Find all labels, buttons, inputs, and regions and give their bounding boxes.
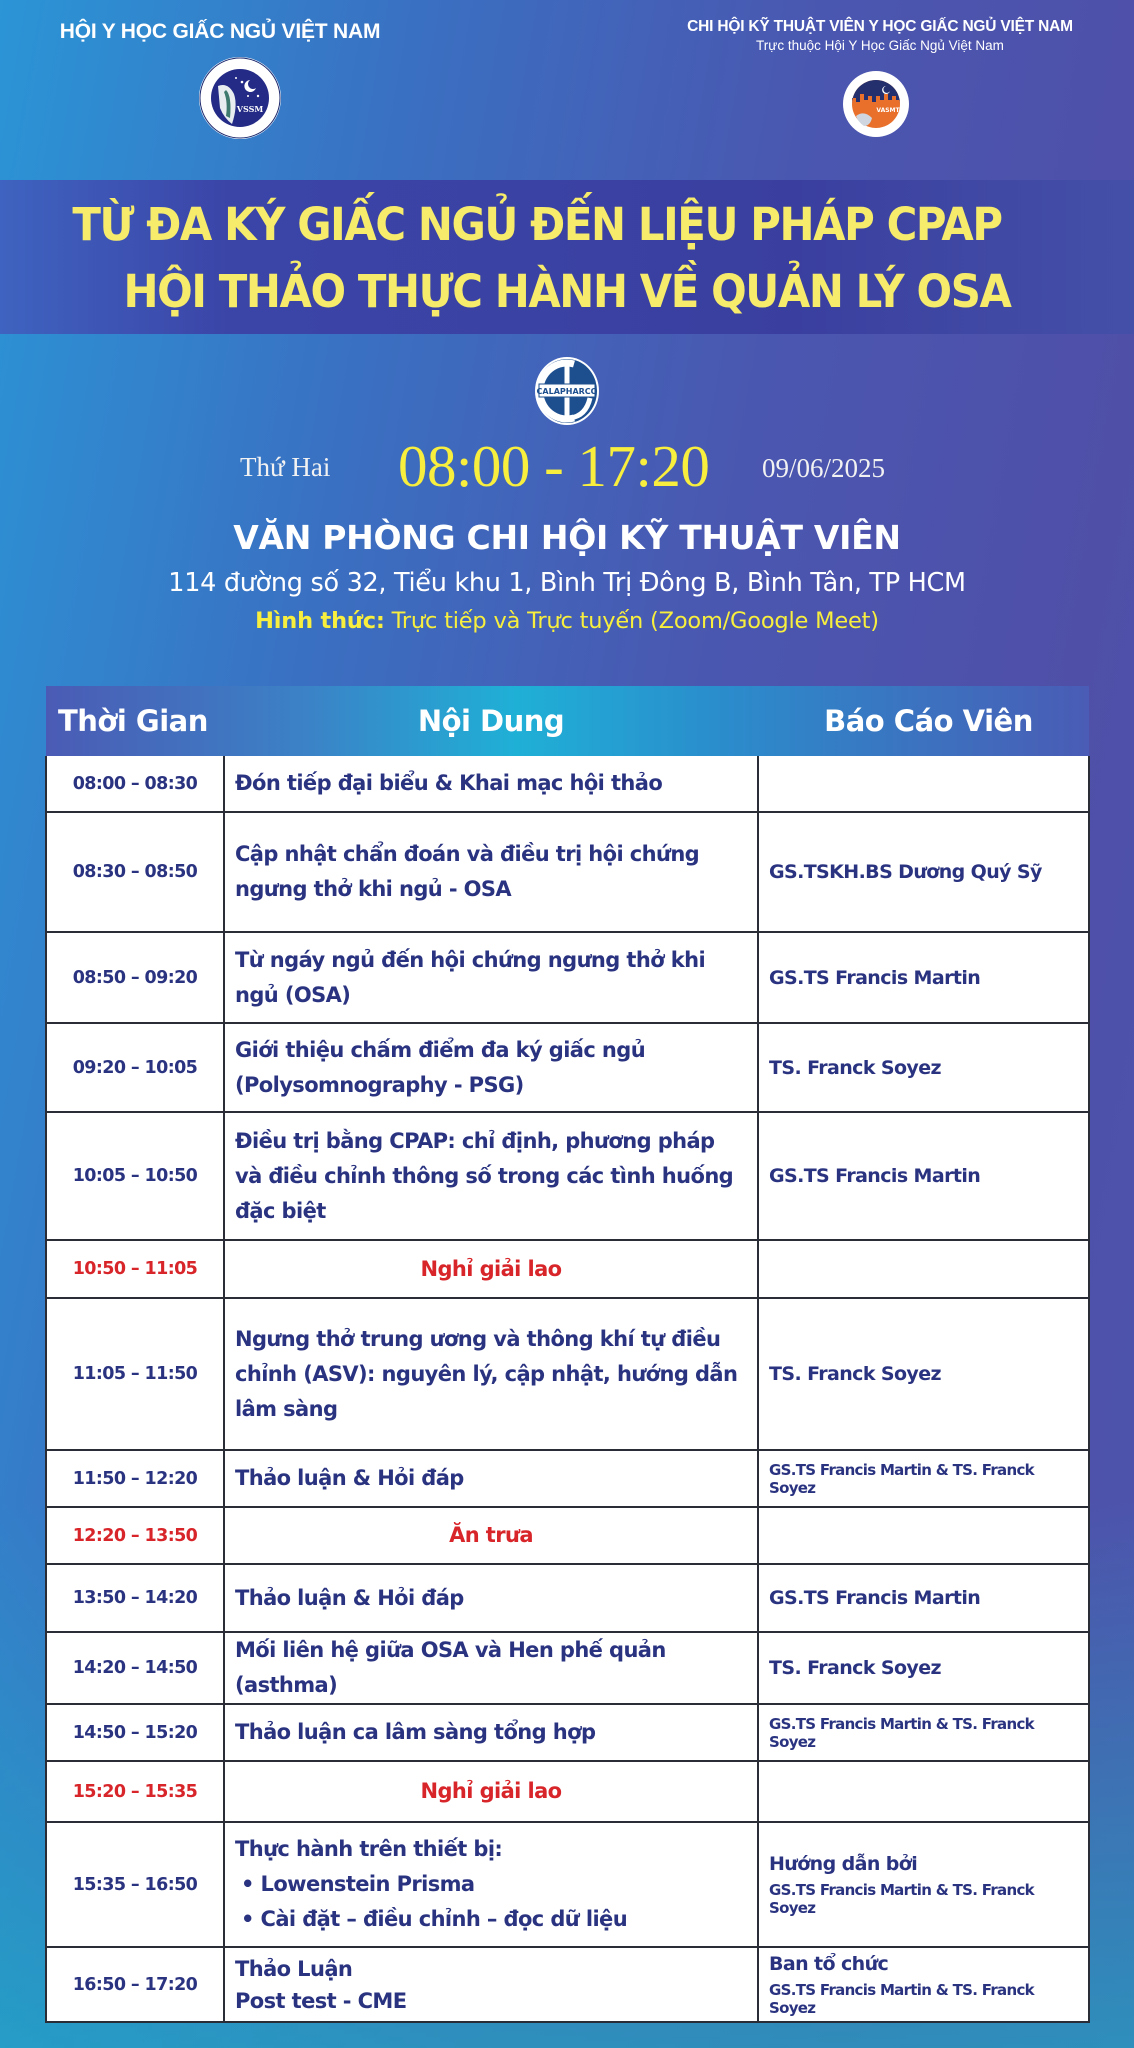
row-time: 08:30 – 08:50 (46, 812, 224, 932)
table-row (46, 1947, 1089, 2022)
row-time: 11:05 – 11:50 (46, 1298, 224, 1450)
table-row (46, 1023, 1089, 1112)
row-speaker (758, 1761, 1089, 1822)
table-row-break (46, 1507, 1089, 1564)
row-speaker: GS.TS Francis Martin (758, 932, 1089, 1023)
row-speaker (758, 1240, 1089, 1298)
row-speaker: TS. Franck Soyez (758, 1632, 1089, 1704)
table-row (46, 756, 1089, 812)
row-topic: Thảo luận & Hỏi đáp (224, 1450, 758, 1507)
org-right (680, 18, 1080, 53)
svg-text:VSSM: VSSM (236, 104, 264, 114)
row-speaker: GS.TS Francis Martin & TS. Franck Soyez (758, 1704, 1089, 1761)
format-value: Trực tiếp và Trực tuyến (Zoom/Google Meet) (384, 608, 879, 634)
row-topic: Giới thiệu chấm điểm đa ký giấc ngủ (Polysomnography - PSG) (224, 1023, 758, 1112)
calapharco-logo-icon (534, 356, 600, 426)
event-venue: VĂN PHÒNG CHI HỘI KỸ THUẬT VIÊN (233, 518, 901, 557)
row-topic: Đón tiếp đại biểu & Khai mạc hội thảo (224, 756, 758, 812)
table-row (46, 1298, 1089, 1450)
table-row-break (46, 1240, 1089, 1298)
topic-line1: Thảo Luận (235, 1956, 353, 1981)
org-left-name: HỘI Y HỌC GIẤC NGỦ VIỆT NAM (59, 20, 381, 43)
table-row (46, 1112, 1089, 1240)
topic-bullet: • Lowenstein Prisma (241, 1872, 475, 1896)
row-speaker: GS.TS Francis Martin (758, 1564, 1089, 1632)
table-row (46, 1704, 1089, 1761)
row-time: 16:50 – 17:20 (46, 1947, 224, 2022)
row-speaker: GS.TS Francis Martin (758, 1112, 1089, 1240)
row-speaker (758, 1947, 1089, 2022)
row-speaker (758, 1507, 1089, 1564)
row-time: 14:20 – 14:50 (46, 1632, 224, 1704)
table-row (46, 1564, 1089, 1632)
row-time: 10:05 – 10:50 (46, 1112, 224, 1240)
header-speaker: Báo Cáo Viên (824, 704, 1033, 738)
event-date: 09/06/2025 (762, 453, 886, 483)
vasmt-logo-icon (842, 70, 910, 138)
event-hours: 08:00 - 17:20 (398, 433, 710, 499)
row-topic (224, 1947, 758, 2022)
row-topic: Thảo luận ca lâm sàng tổng hợp (224, 1704, 758, 1761)
row-topic: Ăn trưa (224, 1507, 758, 1564)
row-time: 10:50 – 11:05 (46, 1240, 224, 1298)
format-label: Hình thức: (255, 608, 385, 634)
row-topic (224, 1822, 758, 1947)
speaker-names: GS.TS Francis Martin & TS. Franck Soyez (769, 1880, 1034, 1917)
svg-text:VASMT: VASMT (876, 107, 900, 114)
row-speaker (758, 1822, 1089, 1947)
topic-bullet: • Cài đặt – điều chỉnh – đọc dữ liệu (241, 1907, 628, 1931)
row-topic: Mối liên hệ giữa OSA và Hen phế quản (asthma) (224, 1632, 758, 1704)
row-time: 12:20 – 13:50 (46, 1507, 224, 1564)
table-row (46, 1450, 1089, 1507)
table-row-break (46, 1761, 1089, 1822)
table-row (46, 1632, 1089, 1704)
row-speaker: TS. Franck Soyez (758, 1298, 1089, 1450)
row-time: 14:50 – 15:20 (46, 1704, 224, 1761)
row-speaker (758, 756, 1089, 812)
row-topic: Nghỉ giải lao (224, 1761, 758, 1822)
svg-text:CALAPHARCO: CALAPHARCO (536, 387, 598, 396)
row-topic: Cập nhật chẩn đoán và điều trị hội chứng ngưng thở khi ngủ - OSA (224, 812, 758, 932)
header-time: Thời Gian (58, 704, 208, 738)
row-topic: Ngưng thở trung ương và thông khí tự điều chỉnh (ASV): nguyên lý, cập nhật, hướng dẫn lâm sàng (224, 1298, 758, 1450)
vssm-logo-icon (198, 56, 282, 140)
org-right-name: CHI HỘI KỸ THUẬT VIÊN Y HỌC GIẤC NGỦ VIỆT NAM (687, 18, 1073, 35)
topic-line2: Post test - CME (235, 1988, 407, 2013)
table-row (46, 1822, 1089, 1947)
row-time: 09:20 – 10:05 (46, 1023, 224, 1112)
event-format (0, 608, 1134, 634)
row-topic: Nghỉ giải lao (224, 1240, 758, 1298)
row-time: 15:35 – 16:50 (46, 1822, 224, 1947)
event-day: Thứ Hai (240, 452, 331, 482)
row-topic: Điều trị bằng CPAP: chỉ định, phương pháp và điều chỉnh thông số trong các tình huống đặc biệt (224, 1112, 758, 1240)
table-row (46, 812, 1089, 932)
schedule-table (45, 686, 1090, 2023)
row-time: 08:50 – 09:20 (46, 932, 224, 1023)
topic-heading: Thực hành trên thiết bị: (235, 1837, 503, 1861)
row-speaker: TS. Franck Soyez (758, 1023, 1089, 1112)
event-title-line1: TỪ ĐA KÝ GIẤC NGỦ ĐẾN LIỆU PHÁP CPAP (72, 198, 1002, 251)
speaker-names: GS.TS Francis Martin & TS. Franck Soyez (769, 1980, 1034, 2017)
table-header-row (46, 686, 1089, 756)
header-content: Nội Dung (417, 704, 565, 738)
row-topic: Từ ngáy ngủ đến hội chứng ngưng thở khi ngủ (OSA) (224, 932, 758, 1023)
org-right-subtitle: Trực thuộc Hội Y Học Giấc Ngủ Việt Nam (756, 38, 1004, 53)
row-time: 08:00 – 08:30 (46, 756, 224, 812)
row-time: 11:50 – 12:20 (46, 1450, 224, 1507)
event-title-line2: HỘI THẢO THỰC HÀNH VỀ QUẢN LÝ OSA (123, 265, 1011, 318)
row-speaker: GS.TSKH.BS Dương Quý Sỹ (758, 812, 1089, 932)
row-topic: Thảo luận & Hỏi đáp (224, 1564, 758, 1632)
event-address: 114 đường số 32, Tiểu khu 1, Bình Trị Đông B, Bình Tân, TP HCM (168, 568, 966, 598)
speaker-label: Ban tổ chức (769, 1952, 889, 1975)
row-speaker: GS.TS Francis Martin & TS. Franck Soyez (758, 1450, 1089, 1507)
table-row (46, 932, 1089, 1023)
row-time: 15:20 – 15:35 (46, 1761, 224, 1822)
speaker-label: Hướng dẫn bởi (769, 1852, 918, 1875)
row-time: 13:50 – 14:20 (46, 1564, 224, 1632)
